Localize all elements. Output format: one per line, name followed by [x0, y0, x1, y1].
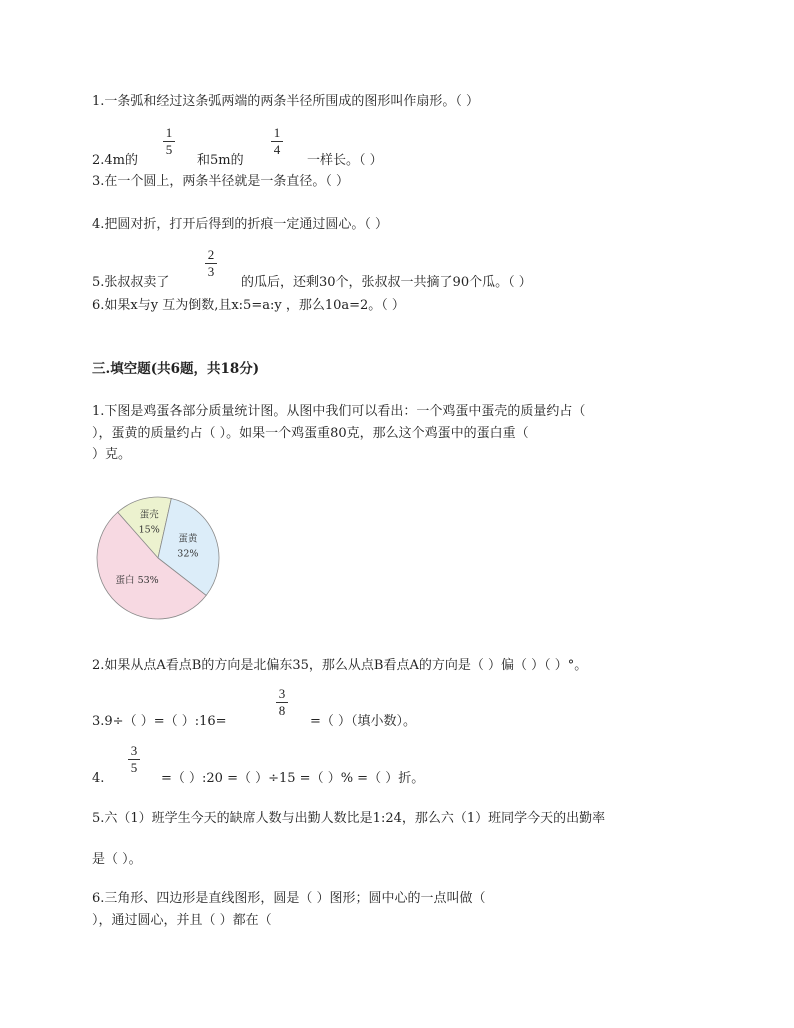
fraction-numerator: 1 — [273, 125, 281, 140]
fraction-numerator: 3 — [278, 686, 286, 701]
fill-q3-part-b: =（ ）（填小数）。 — [310, 714, 417, 729]
fill-q4-part-a: 4. — [92, 771, 105, 786]
fraction-denominator: 5 — [165, 142, 173, 157]
judgment-q2-fraction-2 — [269, 126, 285, 157]
fill-q1-line3: ）克。 — [92, 447, 132, 462]
fraction-denominator: 8 — [278, 703, 286, 718]
pie-label-1: 蛋壳 — [139, 509, 159, 521]
judgment-q2-part-b: 和5m的 — [197, 153, 244, 168]
fill-q2: 2.如果从点A看点B的方向是北偏东35，那么从点B看点A的方向是（ ）偏（ ）（ ）°。 — [92, 658, 588, 673]
judgment-q4: 4.把圆对折，打开后得到的折痕一定通过圆心。（ ） — [92, 217, 389, 232]
judgment-q5-fraction — [203, 248, 219, 279]
section-title: 三.填空题(共6题，共18分) — [92, 361, 260, 377]
fill-q3-part-a: 3.9÷（ ）=（ ）:16= — [92, 714, 227, 729]
fill-q5-line1: 5.六（1）班学生今天的缺席人数与出勤人数比是1:24，那么六（1）班同学今天的出勤率 — [92, 811, 606, 826]
judgment-q5-part-a: 5.张叔叔卖了 — [92, 275, 170, 290]
fill-q5-line2: 是（ ）。 — [92, 852, 142, 867]
judgment-q1: 1.一条弧和经过这条弧两端的两条半径所围成的图形叫作扇形。（ ） — [92, 94, 480, 109]
fraction-denominator: 5 — [130, 760, 138, 775]
fraction-numerator: 2 — [207, 247, 215, 262]
fraction-denominator: 4 — [273, 142, 281, 157]
pie-value-label-3: 蛋白 53% — [115, 575, 159, 587]
pie-value-label-2: 32% — [177, 548, 199, 560]
fill-q4-fraction — [126, 744, 142, 775]
judgment-q2-part-c: 一样长。（ ） — [307, 153, 383, 168]
judgment-q6: 6.如果x与y 互为倒数,且x:5=a:y ，那么10a=2。（ ） — [92, 298, 405, 313]
fill-q1-line1: 1.下图是鸡蛋各部分质量统计图。从图中我们可以看出：一个鸡蛋中蛋壳的质量约占（ — [92, 404, 586, 419]
fraction-numerator: 3 — [130, 743, 138, 758]
fill-q6-line2: ），通过圆心，并且（ ）都在（ — [92, 913, 272, 928]
judgment-q5-part-b: 的瓜后，还剩30个，张叔叔一共摘了90个瓜。（ ） — [241, 275, 532, 290]
fill-q4-part-b: =（ ）:20 =（ ）÷15 =（ ）% =（ ）折。 — [161, 771, 425, 786]
pie-label-2: 蛋黄 — [178, 533, 198, 545]
fraction-numerator: 1 — [165, 125, 173, 140]
fill-q6-line1: 6.三角形、四边形是直线图形，圆是（ ）图形；圆中心的一点叫做（ — [92, 891, 486, 906]
judgment-q3: 3.在一个圆上，两条半径就是一条直径。（ ） — [92, 174, 350, 189]
fill-q3-fraction — [274, 687, 290, 718]
judgment-q2-fraction-1 — [161, 126, 177, 157]
judgment-q2-part-a: 2.4m的 — [92, 153, 139, 168]
fraction-denominator: 3 — [207, 264, 215, 279]
egg-composition-pie-chart — [92, 494, 224, 622]
pie-value-label-1: 15% — [138, 524, 160, 536]
fill-q1-line2: ），蛋黄的质量约占（ ）。如果一个鸡蛋重80克，那么这个鸡蛋中的蛋白重（ — [92, 426, 529, 441]
